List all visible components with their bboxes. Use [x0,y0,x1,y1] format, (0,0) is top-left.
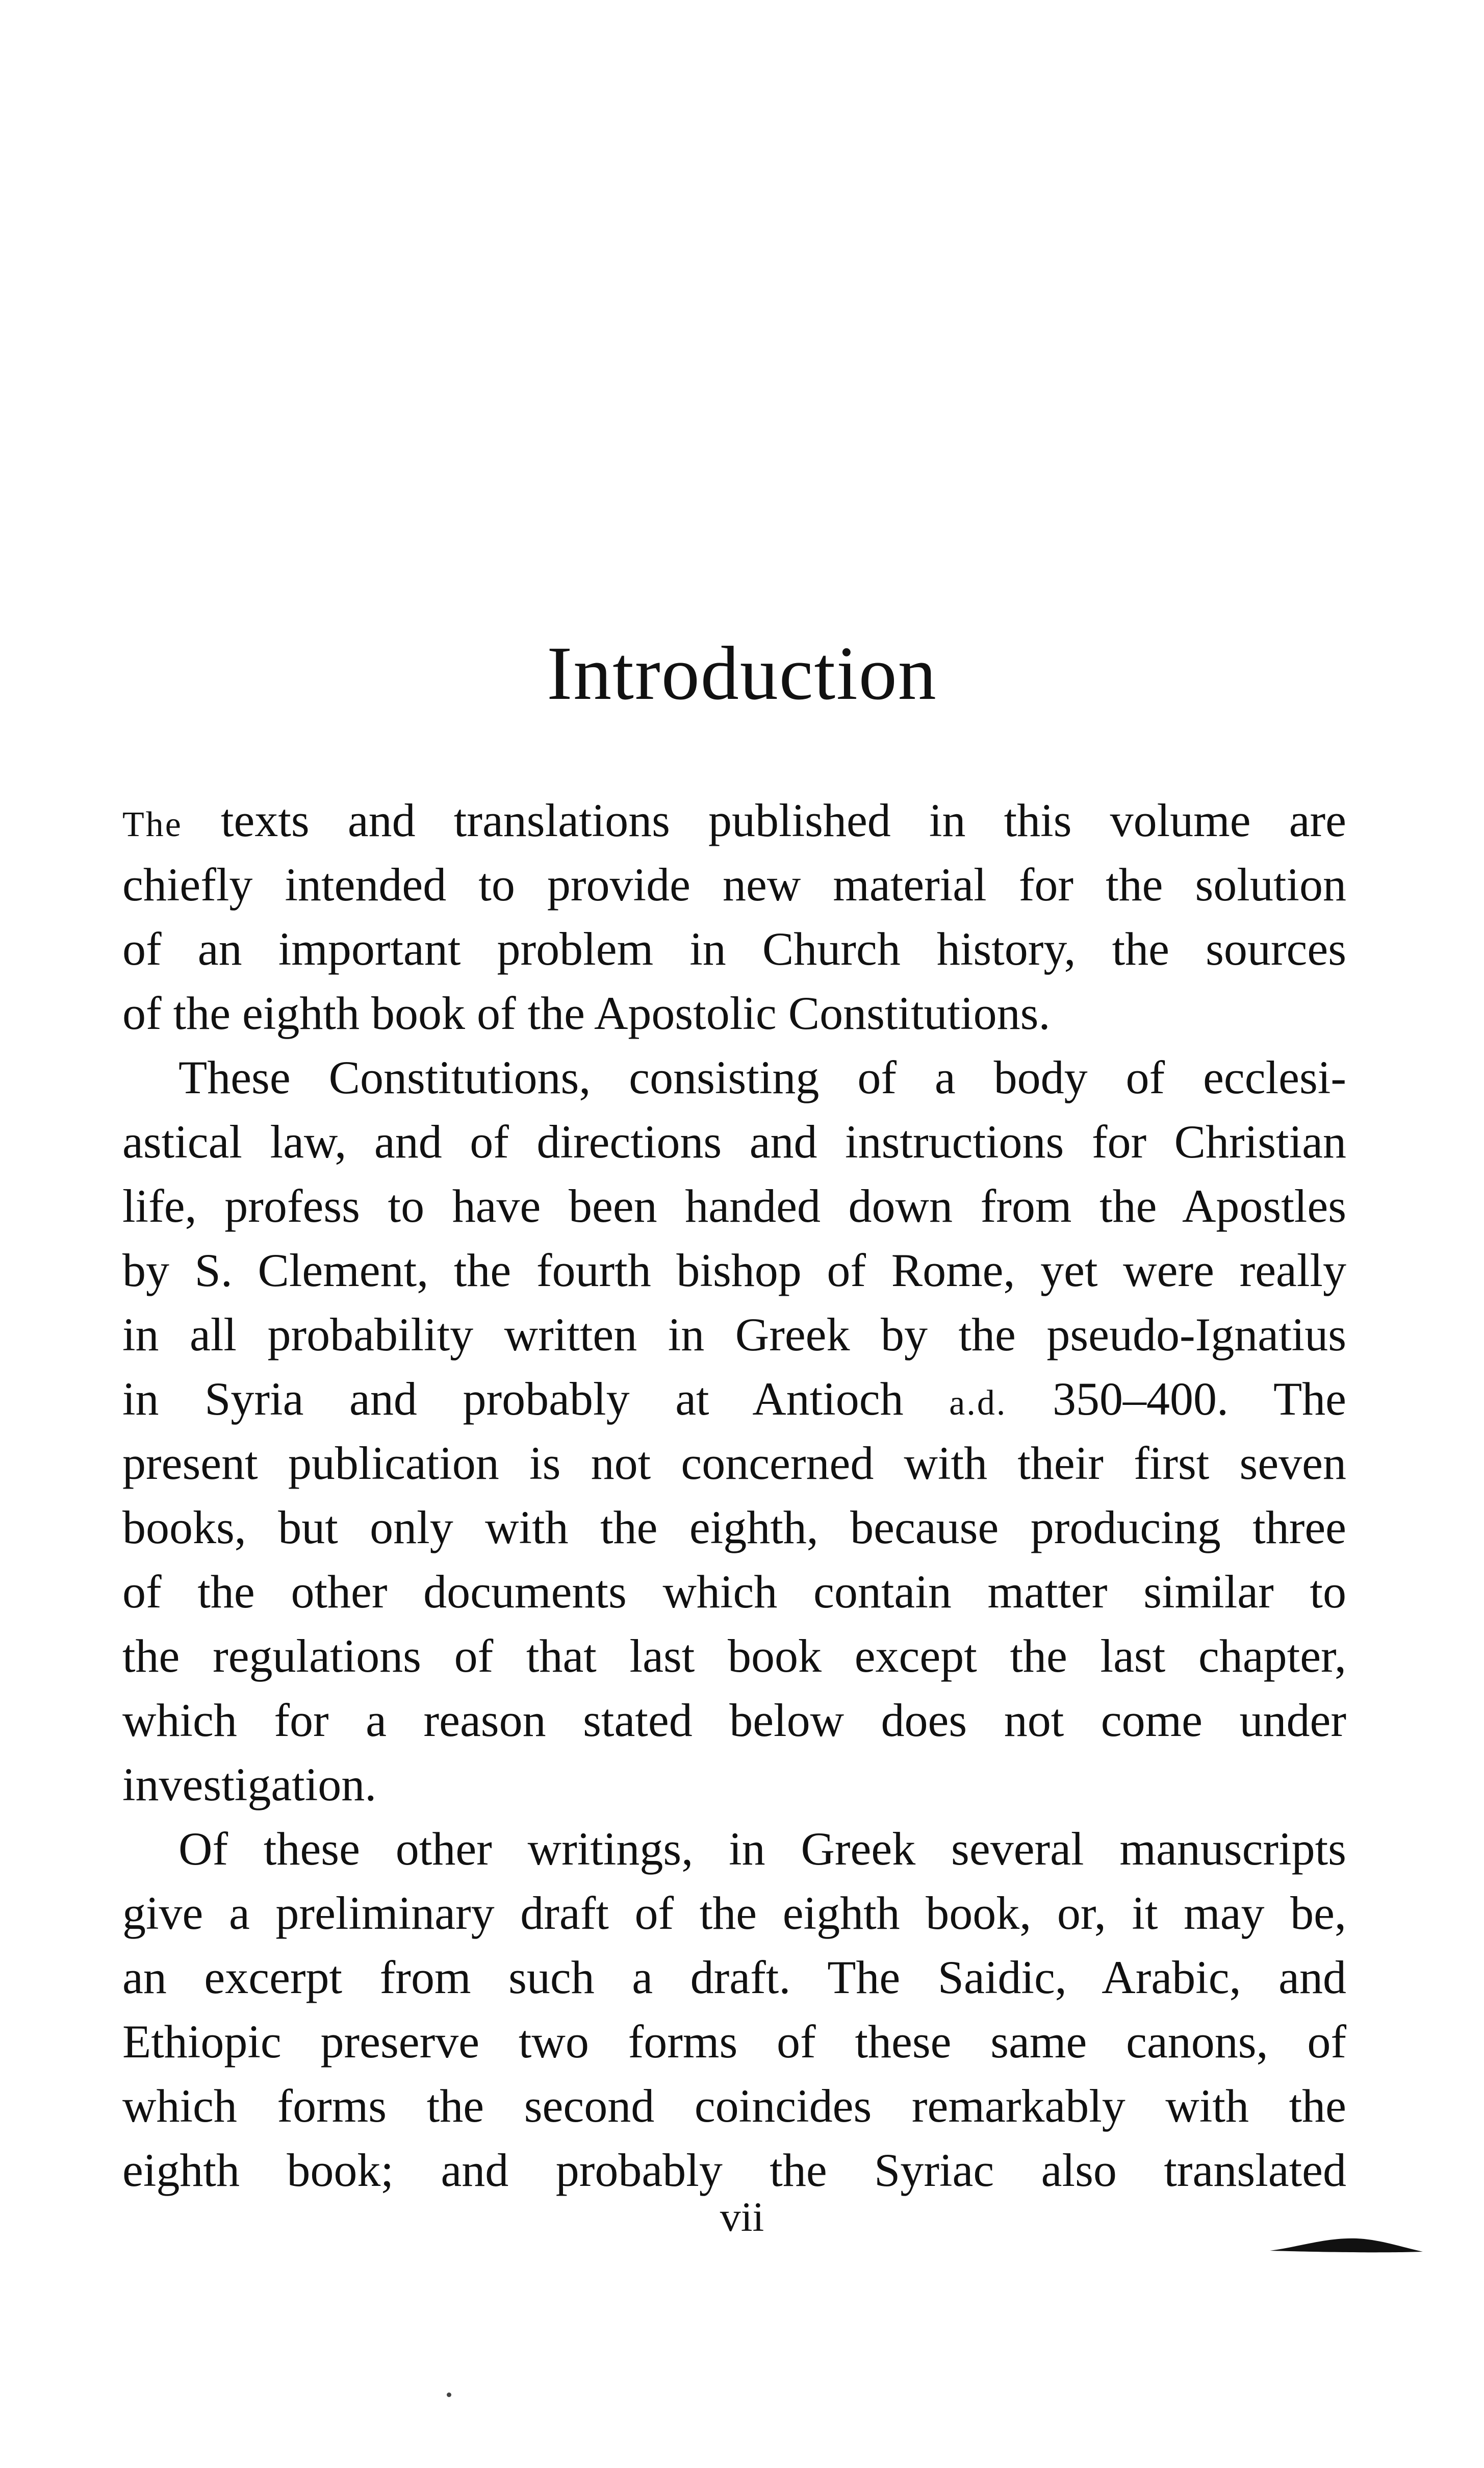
text-line: chiefly intended to provide new material for the solution [122,859,1346,911]
text-line: life, profess to have been handed down from the Apostles [122,1180,1346,1232]
text-line: The texts and translations published in this volume are [122,794,1346,846]
body-text [122,788,1346,2202]
era-abbreviation: a.d. [949,1383,1007,1423]
text-line: of the eighth book of the Apostolic Constitutions. [122,987,1051,1039]
page-title: Introduction [547,631,937,716]
text-line: of an important problem in Church history, the sources [122,923,1346,975]
text-line: the regulations of that last book except the last chapter, [122,1630,1346,1682]
paper-speck [447,2393,451,2397]
text-line: books, but only with the eighth, because producing three [122,1501,1346,1553]
text-line: in Syria and probably at Antioch a.d. 350–400. The [122,1373,1346,1425]
ink-smudge-mark [1270,2235,1423,2256]
text-line: an excerpt from such a draft. The Saidic, Arabic, and [122,1951,1346,2003]
text-line: which for a reason stated below does not come under [122,1694,1346,1746]
text-line: present publication is not concerned with their first seven [122,1437,1346,1489]
text-line: give a preliminary draft of the eighth book, or, it may be, [122,1887,1346,1939]
text-line: Ethiopic preserve two forms of these same canons, of [122,2016,1346,2068]
small-caps-lead: The [122,805,183,844]
text-line: of the other documents which contain matter similar to [122,1566,1346,1618]
text-line: eighth book; and probably the Syriac also translated [122,2144,1346,2196]
text-line: Of these other writings, in Greek several manuscripts [178,1823,1346,1875]
text-line: investigation. [122,1758,377,1810]
text-line: astical law, and of directions and instructions for Christian [122,1116,1346,1168]
text-line: by S. Clement, the fourth bishop of Rome, yet were really [122,1244,1346,1296]
page-number: vii [720,2194,764,2240]
text-line: in all probability written in Greek by the pseudo-Ignatius [122,1308,1346,1361]
text-line: These Constitutions, consisting of a body of ecclesi- [178,1051,1346,1103]
text-line: which forms the second coincides remarkably with the [122,2080,1346,2132]
